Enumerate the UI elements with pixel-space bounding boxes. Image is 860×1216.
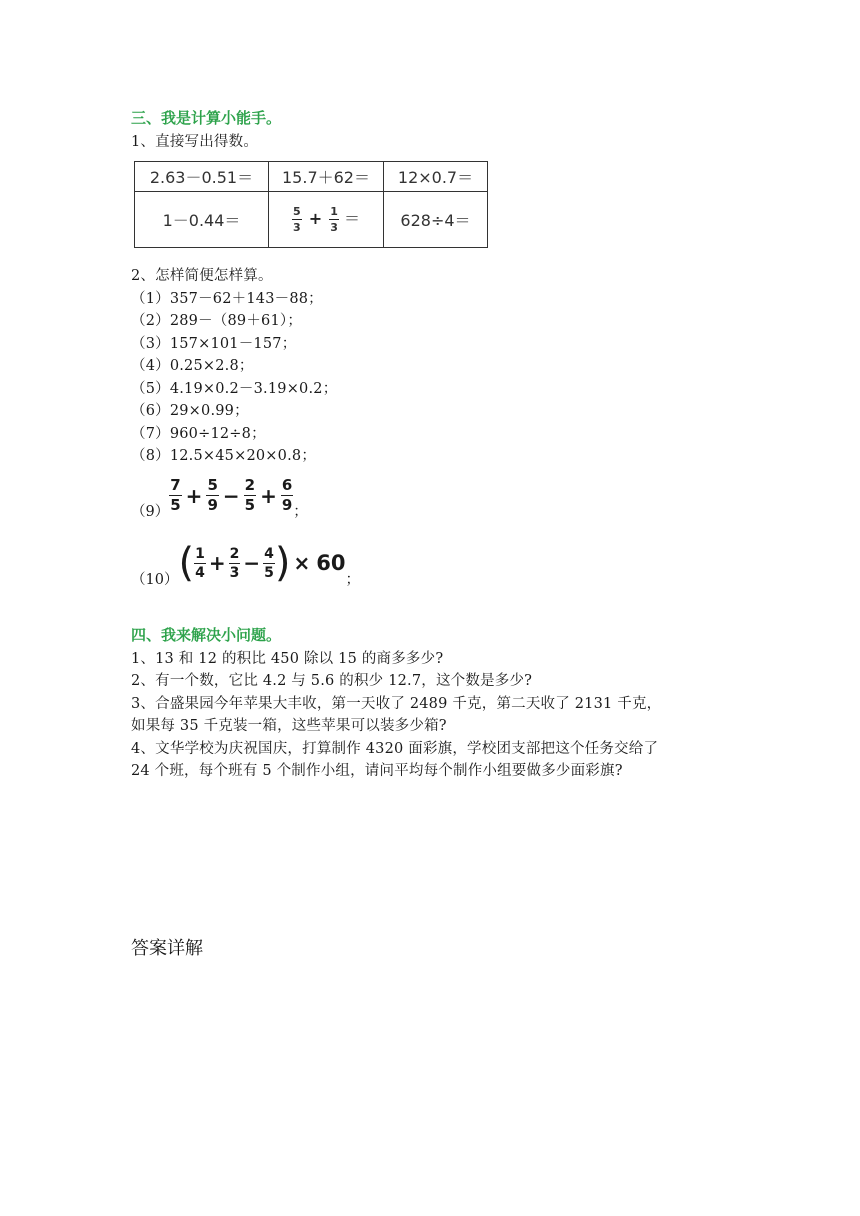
word-problem-line: 24 个班，每个班有 5 个制作小组，请问平均每个制作小组要做多少面彩旗?	[131, 763, 623, 779]
calc-cell: 628÷4＝	[384, 192, 488, 248]
fraction: $\frac{5}{3}$	[292, 205, 301, 234]
problem-item: （1）357－62＋143－88；	[131, 291, 323, 307]
operator: +	[308, 209, 323, 228]
problem-item: （6）29×0.99；	[131, 403, 249, 419]
fraction: $\frac{1}{3}$	[330, 205, 338, 234]
fraction-expression: $\frac{7}{5}$ + $\frac{5}{9}$ − $\frac{2}{5}$ + $\frac{6}{9}$	[170, 476, 293, 514]
problem-item-9	[131, 475, 308, 523]
calc-cell: 1－0.44＝	[135, 192, 269, 248]
problem-item: （7）960÷12÷8；	[131, 426, 266, 442]
fraction-expression: ( $\frac{1}{4}$ + $\frac{2}{3}$ − $\frac{4}{5}$ ) × 60	[178, 540, 346, 586]
mental-calc-table	[134, 161, 488, 248]
problem-item: （4）0.25×2.8；	[131, 358, 254, 374]
question-1-title: 1、直接写出得数。	[131, 134, 259, 150]
word-problem-line: 4、文华学校为庆祝国庆，打算制作 4320 面彩旗，学校团支部把这个任务交给了	[131, 741, 659, 757]
semicolon: ；	[293, 504, 308, 520]
calc-cell-fraction	[269, 192, 384, 248]
word-problem-line: 如果每 35 千克装一箱，这些苹果可以装多少箱?	[131, 718, 447, 734]
problem-item-10	[131, 540, 360, 591]
calc-cell: 15.7＋62＝	[269, 162, 384, 192]
problem-item: （3）157×101－157；	[131, 336, 297, 352]
problem-item: （2）289－（89＋61）；	[131, 313, 303, 329]
problem-item: （8）12.5×45×20×0.8；	[131, 448, 317, 464]
semicolon: ；	[345, 572, 360, 588]
word-problem-line: 2、有一个数，它比 4.2 与 5.6 的积少 12.7，这个数是多少?	[131, 673, 533, 689]
problem-item: （5）4.19×0.2－3.19×0.2；	[131, 381, 338, 397]
word-problem-line: 1、13 和 12 的积比 450 除以 15 的商多多少?	[131, 651, 444, 667]
problem-label: （9）	[131, 504, 170, 520]
calc-cell: 12×0.7＝	[384, 162, 488, 192]
answer-section-title: 答案详解	[131, 938, 203, 959]
problem-label: （10）	[131, 572, 179, 588]
word-problem-line: 3、合盛果园今年苹果大丰收，第一天收了 2489 千克，第二天收了 2131 千克，	[131, 696, 662, 712]
section-4-title: 四、我来解决小问题。	[131, 626, 282, 644]
question-2-title: 2、怎样简便怎样算。	[131, 268, 273, 284]
calc-cell: 2.63－0.51＝	[135, 162, 269, 192]
section-3-title: 三、我是计算小能手。	[131, 109, 282, 127]
equals: ＝	[343, 209, 360, 228]
